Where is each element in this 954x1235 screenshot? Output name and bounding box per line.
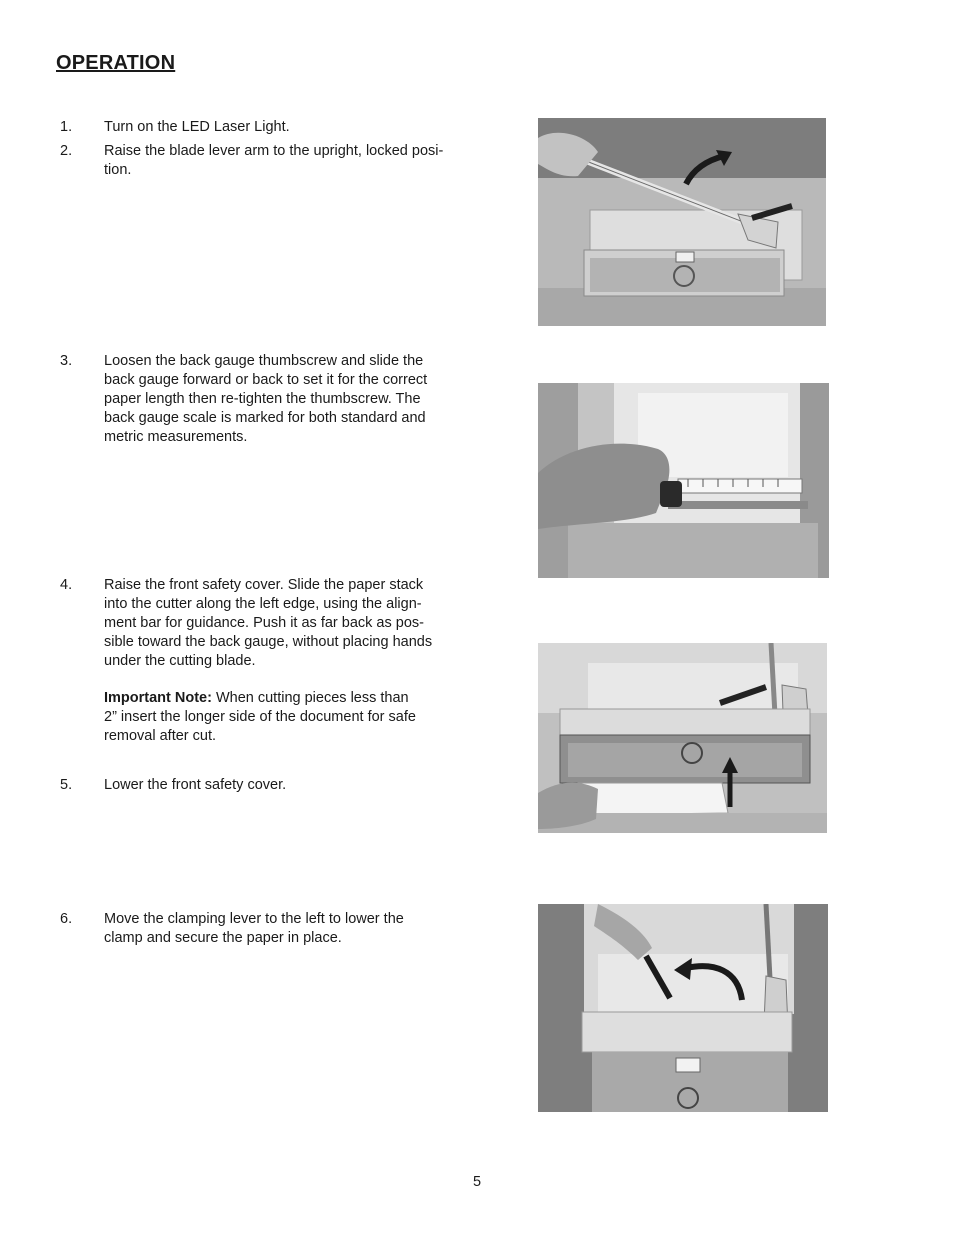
step-text: Lower the front safety cover. bbox=[104, 777, 287, 793]
photo-back-gauge bbox=[538, 383, 829, 578]
step-number: 3. bbox=[60, 353, 73, 369]
important-note bbox=[104, 689, 464, 746]
step-number: 4. bbox=[60, 577, 73, 593]
note-label: Important Note: bbox=[104, 690, 212, 706]
photo-paper-stack bbox=[538, 643, 827, 833]
photo-raise-blade-lever bbox=[538, 118, 826, 326]
step-text: Loosen the back gauge thumbscrew and slide the back gauge forward or back to set it for the correct paper length then re-tighten the thumbscrew. The back gauge scale is marked for both standard and metric measurements. bbox=[104, 353, 428, 445]
step-text: Move the clamping lever to the left to lower the clamp and secure the paper in place. bbox=[104, 911, 404, 946]
step-text: Raise the blade lever arm to the upright, locked posi- tion. bbox=[104, 143, 444, 178]
step-number: 2. bbox=[60, 143, 73, 159]
step-text: Turn on the LED Laser Light. bbox=[104, 119, 290, 135]
page-number: 5 bbox=[472, 1174, 482, 1190]
step-text: Raise the front safety cover. Slide the paper stack into the cutter along the left edge, using the align- ment bar for guidance. Push it as far back as pos- sible toward the back gauge, without placing hands under the cutting blade. bbox=[104, 577, 433, 669]
photo-clamping-lever bbox=[538, 904, 828, 1112]
step-number: 6. bbox=[60, 911, 73, 927]
step-number: 5. bbox=[60, 777, 73, 793]
note-text: When cutting pieces less than 2” insert the longer side of the document for safe removal after cut. bbox=[104, 690, 416, 744]
step-number: 1. bbox=[60, 119, 73, 135]
page-title: OPERATION bbox=[56, 52, 176, 74]
